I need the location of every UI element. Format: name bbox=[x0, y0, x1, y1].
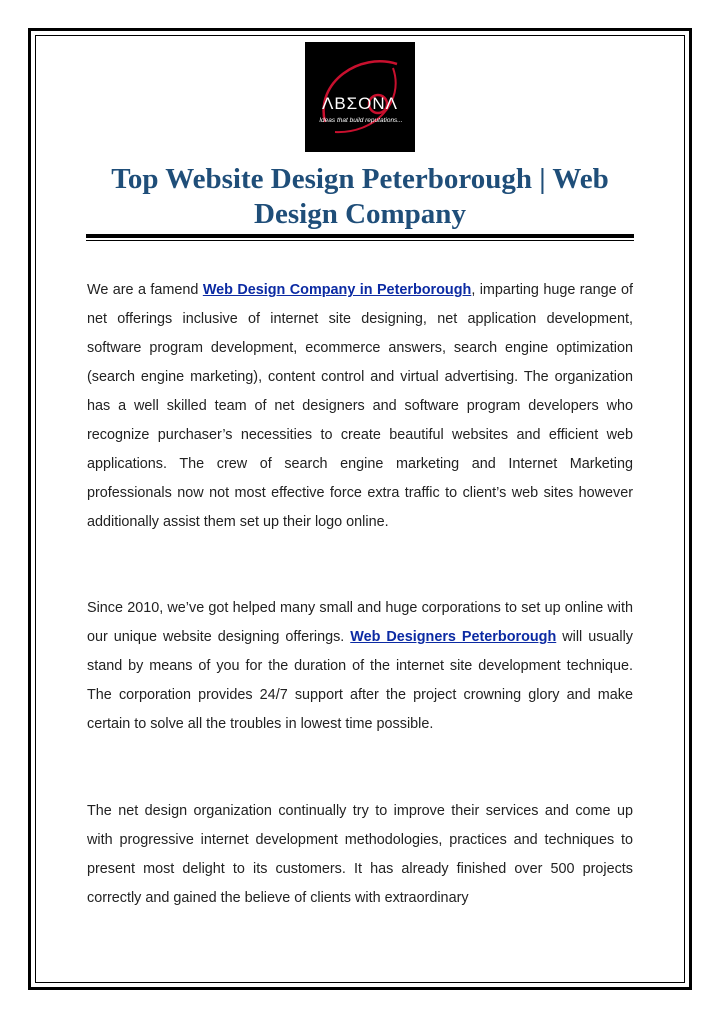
title-divider-thin bbox=[86, 240, 634, 241]
logo-tagline: Ideas that build reputations... bbox=[319, 117, 403, 124]
abeona-logo bbox=[305, 42, 415, 152]
logo-graphic bbox=[305, 42, 415, 152]
document-title: Top Website Design Peterborough | Web Design Company bbox=[111, 163, 609, 230]
web-design-company-link[interactable]: Web Design Company in Peterborough bbox=[202, 282, 472, 298]
paragraph-1-after: , imparting huge range of net offerings inclusive of internet site designing, net application development, software program development, ecommerce answers, search engine optimization (search engine marketing), content control and virtual advertising. The organization has a well skilled team of net designers and software program developers who recognize purchaser’s necessities to create beautiful websites and efficient web applications. The crew of search engine marketing and Internet Marketing professionals now not most effective force extra traffic to client’s web sites however additionally assist them set up their logo online. bbox=[87, 282, 634, 530]
logo-wordmark: ΛΒΣΟΝΛ bbox=[321, 94, 399, 113]
paragraph-2 bbox=[87, 594, 633, 739]
paragraph-1-before: We are a famend bbox=[87, 282, 203, 298]
paragraph-1 bbox=[87, 276, 633, 537]
title-divider-thick bbox=[86, 234, 634, 238]
paragraph-2-after: will usually stand by means of you for the duration of the internet site development technique. The corporation provides 24/7 support after the project crowning glory and make certain to solve all the troubles in lowest time possible. bbox=[87, 629, 633, 732]
web-designers-link[interactable]: Web Designers Peterborough bbox=[350, 629, 557, 645]
paragraph-3: The net design organization continually try to improve their services and come up with progressive internet development methodologies, practices and techniques to present most delight to its customers. It has already finished over 500 projects correctly and gained the believe of clients with extraordinary bbox=[87, 803, 633, 906]
paragraph-2-before: Since 2010, we’ve got helped many small and huge corporations to set up online with our unique website designing offerings. bbox=[87, 600, 633, 645]
